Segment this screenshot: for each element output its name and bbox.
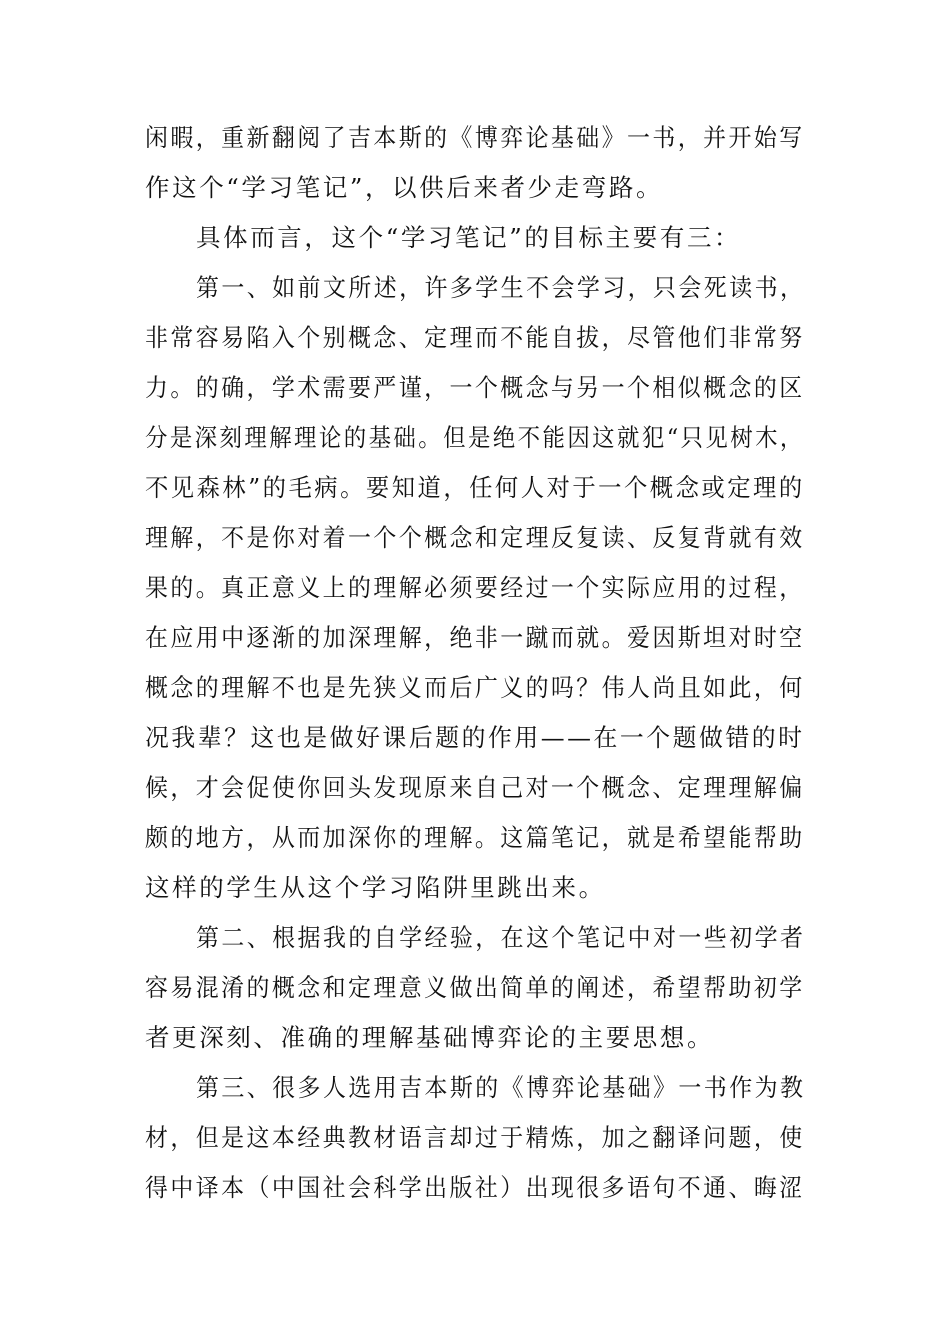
text-line: 不见森林”的毛病。要知道，任何人对于一个概念或定理的 bbox=[145, 473, 805, 502]
text-line: 候，才会促使你回头发现原来自己对一个概念、定理理解偏 bbox=[145, 773, 805, 802]
text-line: 这样的学生从这个学习陷阱里跳出来。 bbox=[145, 873, 606, 902]
text-line: 颇的地方，从而加深你的理解。这篇笔记，就是希望能帮助 bbox=[145, 823, 805, 852]
text-line: 力。的确，学术需要严谨，一个概念与另一个相似概念的区 bbox=[145, 373, 805, 402]
text-line: 者更深刻、准确的理解基础博弈论的主要思想。 bbox=[145, 1023, 715, 1052]
text-line: 况我辈？这也是做好课后题的作用——在一个题做错的时 bbox=[145, 723, 805, 752]
text-line: 果的。真正意义上的理解必须要经过一个实际应用的过程， bbox=[145, 573, 805, 602]
text-line: 材，但是这本经典教材语言却过于精炼，加之翻译问题，使 bbox=[145, 1123, 805, 1152]
text-line: 在应用中逐渐的加深理解，绝非一蹴而就。爱因斯坦对时空 bbox=[145, 623, 805, 652]
paragraph-first-line: 第二、根据我的自学经验，在这个笔记中对一些初学者 bbox=[196, 923, 806, 952]
text-line: 作这个“学习笔记”，以供后来者少走弯路。 bbox=[145, 173, 664, 202]
text-line: 闲暇，重新翻阅了吉本斯的《博弈论基础》一书，并开始写 bbox=[145, 123, 805, 152]
text-line: 概念的理解不也是先狭义而后广义的吗？伟人尚且如此，何 bbox=[145, 673, 805, 702]
text-line: 得中译本（中国社会科学出版社）出现很多语句不通、晦涩 bbox=[145, 1173, 805, 1202]
text-line: 容易混淆的概念和定理意义做出简单的阐述，希望帮助初学 bbox=[145, 973, 805, 1002]
text-line: 非常容易陷入个别概念、定理而不能自拔，尽管他们非常努 bbox=[145, 323, 805, 352]
paragraph-first-line: 第一、如前文所述，许多学生不会学习，只会死读书， bbox=[196, 273, 806, 302]
text-line: 理解，不是你对着一个个概念和定理反复读、反复背就有效 bbox=[145, 523, 805, 552]
paragraph-first-line: 具体而言，这个“学习笔记”的目标主要有三： bbox=[196, 223, 742, 252]
text-line: 分是深刻理解理论的基础。但是绝不能因这就犯“只见树木， bbox=[145, 423, 805, 452]
paragraph-first-line: 第三、很多人选用吉本斯的《博弈论基础》一书作为教 bbox=[196, 1073, 806, 1102]
